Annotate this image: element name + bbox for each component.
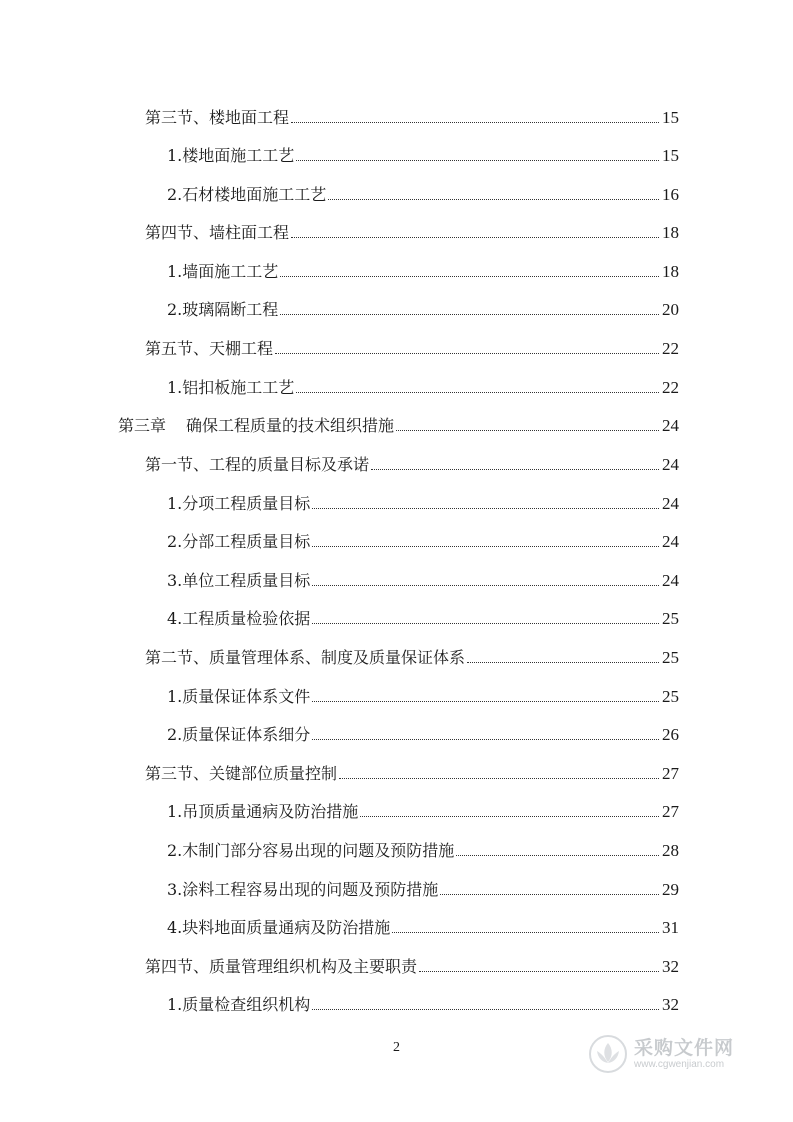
- toc-entry-label: 确保工程质量的技术组织措施: [186, 416, 395, 435]
- toc-entry-page: 15: [662, 146, 679, 165]
- toc-entry-label: 第四节、墙柱面工程: [145, 223, 290, 242]
- dot-leader: [467, 662, 659, 663]
- toc-entry-item[interactable]: [167, 528, 679, 552]
- toc-entry-item[interactable]: [167, 258, 679, 282]
- toc-entry-section-4[interactable]: [145, 953, 679, 977]
- toc-entry-label: 第五节、天棚工程: [145, 339, 274, 358]
- toc-entry-section-4[interactable]: [145, 219, 679, 243]
- dot-leader: [440, 894, 659, 895]
- toc-entry-label: 1.铝扣板施工工艺: [167, 378, 295, 397]
- dot-leader: [312, 701, 659, 702]
- lotus-logo-icon: [588, 1034, 628, 1074]
- toc-entry-page: 25: [662, 687, 679, 706]
- toc-entry-label: 3.单位工程质量目标: [167, 571, 311, 590]
- toc-entry-item[interactable]: [167, 721, 679, 745]
- dot-leader: [312, 623, 659, 624]
- toc-entry-page: 26: [662, 725, 679, 744]
- toc-entry-page: 24: [662, 455, 679, 474]
- dot-leader: [296, 160, 659, 161]
- dot-leader: [291, 237, 659, 238]
- toc-entry-page: 18: [662, 262, 679, 281]
- dot-leader: [419, 971, 659, 972]
- dot-leader: [392, 932, 659, 933]
- toc-entry-page: 22: [662, 339, 679, 358]
- toc-entry-section-5[interactable]: [145, 335, 679, 359]
- toc-entry-page: 31: [662, 918, 679, 937]
- toc-entry-item[interactable]: [167, 181, 679, 205]
- toc-entry-label: 4.工程质量检验依据: [167, 609, 311, 628]
- dot-leader: [291, 122, 659, 123]
- toc-entry-page: 24: [662, 494, 679, 513]
- toc-entry-page: 18: [662, 223, 679, 242]
- toc-entry-item[interactable]: [167, 296, 679, 320]
- toc-entry-page: 32: [662, 957, 679, 976]
- toc-entry-chapter-3[interactable]: [118, 412, 679, 436]
- toc-entry-label: 3.涂料工程容易出现的问题及预防措施: [167, 880, 439, 899]
- toc-entry-label: 4.块料地面质量通病及防治措施: [167, 918, 391, 937]
- dot-leader: [312, 546, 659, 547]
- toc-entry-section-3[interactable]: [145, 760, 679, 784]
- toc-entry-label: 第一节、工程的质量目标及承诺: [145, 455, 370, 474]
- toc-entry-label: 1.墙面施工工艺: [167, 262, 279, 281]
- toc-entry-item[interactable]: [167, 142, 679, 166]
- dot-leader: [312, 585, 659, 586]
- toc-entry-label: 1.分项工程质量目标: [167, 494, 311, 513]
- toc-entry-page: 16: [662, 185, 679, 204]
- toc-entry-page: 22: [662, 378, 679, 397]
- watermark-text: [634, 1037, 734, 1071]
- dot-leader: [312, 508, 659, 509]
- toc-entry-label: 1.质量保证体系文件: [167, 687, 311, 706]
- toc-entry-page: 27: [662, 764, 679, 783]
- toc-entry-page: 24: [662, 416, 679, 435]
- dot-leader: [312, 739, 659, 740]
- toc-entry-page: 27: [662, 802, 679, 821]
- toc-entry-page: 20: [662, 300, 679, 319]
- toc-entry-page: 25: [662, 648, 679, 667]
- dot-leader: [280, 276, 659, 277]
- toc-entry-page: 32: [662, 995, 679, 1014]
- dot-leader: [296, 392, 659, 393]
- toc-entry-item[interactable]: [167, 914, 679, 938]
- toc-entry-label: 2.石材楼地面施工工艺: [167, 185, 327, 204]
- toc-entry-item[interactable]: [167, 683, 679, 707]
- toc-entry-page: 15: [662, 108, 679, 127]
- toc-entry-page: 29: [662, 880, 679, 899]
- toc-entry-label: 2.质量保证体系细分: [167, 725, 311, 744]
- toc-entry-item[interactable]: [167, 876, 679, 900]
- watermark-url: www.cgwenjian.com: [634, 1059, 725, 1070]
- toc-entry-item[interactable]: [167, 567, 679, 591]
- dot-leader: [328, 199, 659, 200]
- toc-entry-section-1[interactable]: [145, 451, 679, 475]
- dot-leader: [312, 1009, 659, 1010]
- toc-entry-label: 1.质量检查组织机构: [167, 995, 311, 1014]
- toc-entry-page: 28: [662, 841, 679, 860]
- dot-leader: [371, 469, 659, 470]
- dot-leader: [275, 353, 659, 354]
- dot-leader: [339, 778, 659, 779]
- toc-entry-item[interactable]: [167, 374, 679, 398]
- dot-leader: [396, 430, 659, 431]
- toc-entry-page: 25: [662, 609, 679, 628]
- watermark: [588, 1030, 778, 1078]
- toc-entry-label: 1.楼地面施工工艺: [167, 146, 295, 165]
- toc-entry-label: 2.玻璃隔断工程: [167, 300, 279, 319]
- toc-entry-page: 24: [662, 532, 679, 551]
- toc-entry-label: 2.分部工程质量目标: [167, 532, 311, 551]
- toc-entry-item[interactable]: [167, 837, 679, 861]
- toc-entry-item[interactable]: [167, 798, 679, 822]
- toc-entry-label: 2.木制门部分容易出现的问题及预防措施: [167, 841, 455, 860]
- toc-entry-label: 第三节、关键部位质量控制: [145, 764, 338, 783]
- toc-entry-section-2[interactable]: [145, 644, 679, 668]
- dot-leader: [280, 314, 659, 315]
- toc-entry-section-3[interactable]: [145, 104, 679, 128]
- dot-leader: [456, 855, 659, 856]
- page-number: 2: [393, 1040, 400, 1055]
- toc-entry-label: 第三节、楼地面工程: [145, 108, 290, 127]
- toc-chapter-number: 第三章: [118, 416, 167, 435]
- toc-entry-label: 第四节、质量管理组织机构及主要职责: [145, 957, 418, 976]
- toc-entry-label: 第二节、质量管理体系、制度及质量保证体系: [145, 648, 466, 667]
- toc-entry-item[interactable]: [167, 605, 679, 629]
- watermark-title: 采购文件网: [634, 1037, 735, 1059]
- toc-entry-page: 24: [662, 571, 679, 590]
- toc-entry-label: 1.吊顶质量通病及防治措施: [167, 802, 359, 821]
- toc-entry-item[interactable]: [167, 490, 679, 514]
- dot-leader: [360, 816, 659, 817]
- toc-entry-item[interactable]: [167, 991, 679, 1015]
